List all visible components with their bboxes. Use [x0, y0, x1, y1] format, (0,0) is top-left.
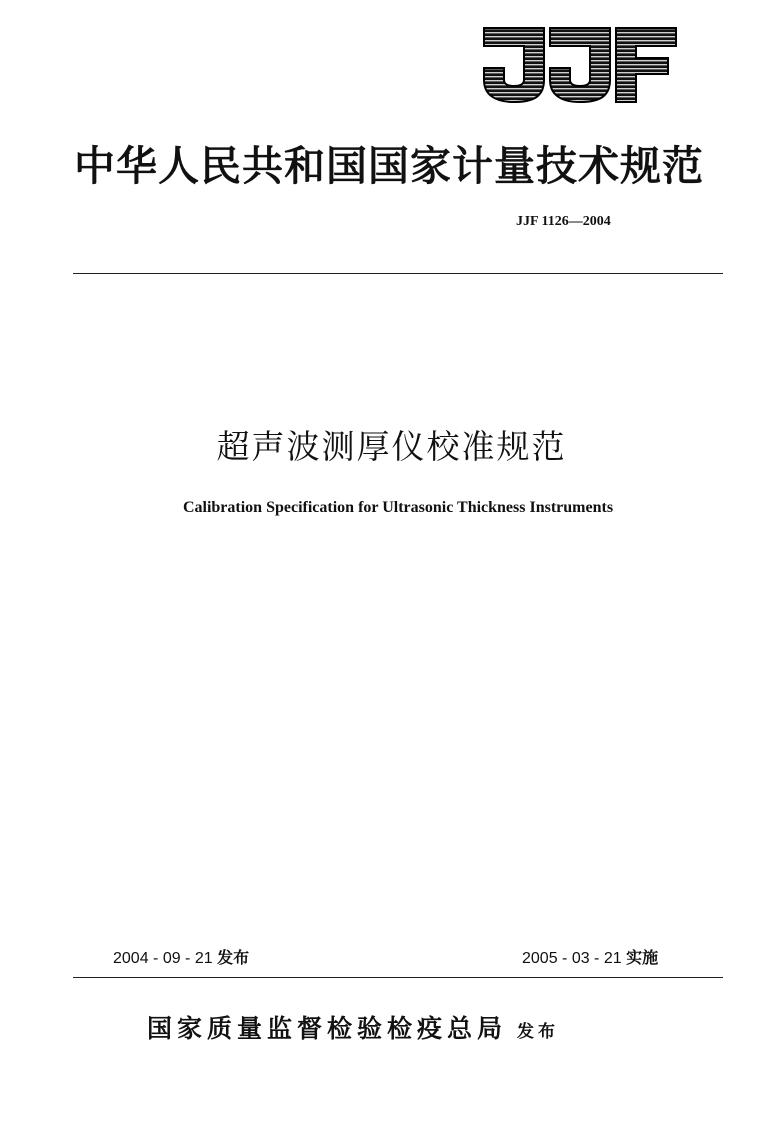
- issue-date-value: 2004 - 09 - 21: [113, 950, 213, 967]
- effective-date: [522, 945, 658, 968]
- issuer: [147, 1009, 559, 1045]
- issue-label: 发布: [217, 948, 250, 967]
- issue-date: [113, 945, 249, 968]
- english-title: Calibration Specification for Ultrasonic Thickness Instruments: [182, 499, 614, 516]
- bottom-divider: [73, 977, 723, 978]
- effective-date-value: 2005 - 03 - 21: [522, 950, 622, 967]
- jjf-logo-graphic: [482, 24, 678, 104]
- top-divider: [73, 273, 723, 274]
- issuer-label: 发布: [517, 1022, 560, 1042]
- chinese-title: 超声波测厚仪校准规范: [216, 427, 567, 466]
- main-title: 中华人民共和国国家计量技术规范: [74, 142, 704, 190]
- effective-label: 实施: [626, 948, 659, 967]
- issuer-organization: 国家质量监督检验检疫总局: [147, 1014, 508, 1043]
- jjf-logo: [482, 24, 678, 104]
- document-number: JJF 1126—2004: [516, 214, 611, 229]
